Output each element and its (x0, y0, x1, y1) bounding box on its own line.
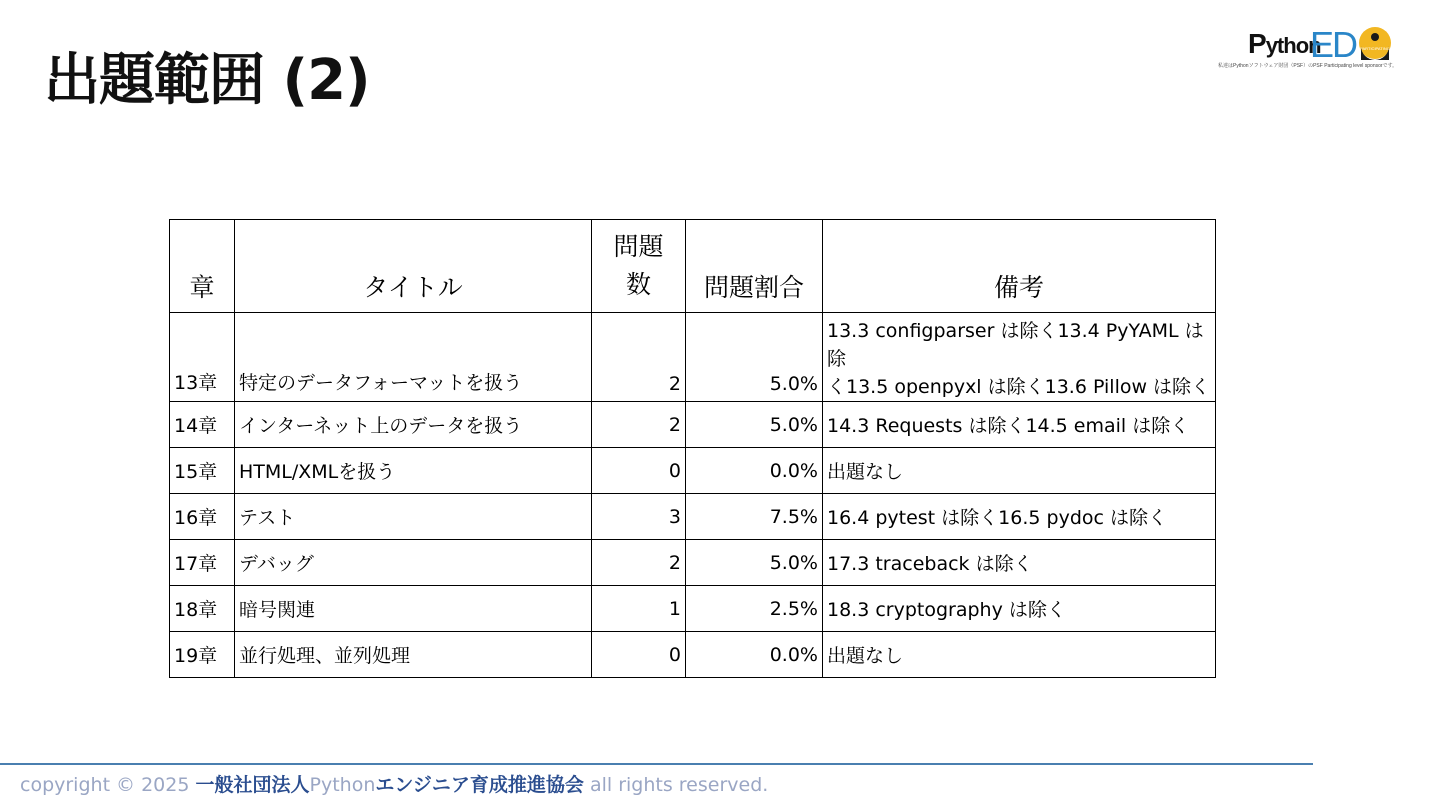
table-header-row (170, 220, 1216, 313)
header-count: 問題 数 (592, 220, 686, 313)
header-notes: 備考 (823, 220, 1216, 313)
row-chapter: 14章 (170, 402, 235, 448)
row-title: HTML/XMLを扱う (235, 448, 592, 494)
table-row (170, 494, 1216, 540)
row-note: 17.3 traceback は除く (823, 540, 1216, 586)
row-title: インターネット上のデータを扱う (235, 402, 592, 448)
row-ratio: 0.0% (686, 448, 823, 494)
table-row (170, 540, 1216, 586)
row-ratio: 7.5% (686, 494, 823, 540)
slide-title: 出題範囲 (2) (44, 48, 370, 113)
row-note: 出題なし (823, 632, 1216, 678)
row-note: 13.3 configparser は除く13.4 PyYAML は除 く13.5 openpyxl は除く13.6 Pillow は除く (823, 313, 1216, 402)
header-title: タイトル (235, 220, 592, 313)
row-count: 2 (592, 402, 686, 448)
row-ratio: 2.5% (686, 586, 823, 632)
table-row (170, 586, 1216, 632)
exam-scope-table (169, 219, 1216, 678)
footer-divider (0, 763, 1313, 765)
footer-copyright: copyright © 2025 一般社団法人Pythonエンジニア育成推進協会 all rights reserved. (20, 774, 769, 796)
row-note: 14.3 Requests は除く14.5 email は除く (823, 402, 1216, 448)
table-row (170, 402, 1216, 448)
row-chapter: 15章 (170, 448, 235, 494)
table-row (170, 632, 1216, 678)
row-ratio: 5.0% (686, 540, 823, 586)
header-chapter: 章 (170, 220, 235, 313)
row-note: 18.3 cryptography は除く (823, 586, 1216, 632)
row-title: 特定のデータフォーマットを扱う (235, 313, 592, 402)
row-count: 3 (592, 494, 686, 540)
row-note: 出題なし (823, 448, 1216, 494)
row-title: テスト (235, 494, 592, 540)
table-row (170, 448, 1216, 494)
python-ed-logo (1218, 24, 1418, 74)
row-title: 並行処理、並列処理 (235, 632, 592, 678)
psf-participating-badge-icon (1358, 26, 1392, 60)
row-chapter: 17章 (170, 540, 235, 586)
row-count: 2 (592, 540, 686, 586)
row-chapter: 13章 (170, 313, 235, 402)
logo-python-word: Python (1248, 28, 1321, 59)
row-title: 暗号関連 (235, 586, 592, 632)
row-count: 2 (592, 313, 686, 402)
header-ratio: 問題割合 (686, 220, 823, 313)
row-chapter: 16章 (170, 494, 235, 540)
row-chapter: 18章 (170, 586, 235, 632)
row-note: 16.4 pytest は除く16.5 pydoc は除く (823, 494, 1216, 540)
table-row (170, 313, 1216, 402)
row-ratio: 5.0% (686, 313, 823, 402)
row-count: 1 (592, 586, 686, 632)
row-title: デバッグ (235, 540, 592, 586)
row-chapter: 19章 (170, 632, 235, 678)
row-ratio: 0.0% (686, 632, 823, 678)
svg-text:PARTICIPATING: PARTICIPATING (1360, 46, 1390, 51)
row-ratio: 5.0% (686, 402, 823, 448)
logo-tagline: 私達はPythonソフトウェア財団（PSF）のPSF Participating level sponsorです。 (1218, 63, 1398, 69)
row-count: 0 (592, 448, 686, 494)
row-count: 0 (592, 632, 686, 678)
logo-ed-word: ED (1310, 24, 1357, 65)
